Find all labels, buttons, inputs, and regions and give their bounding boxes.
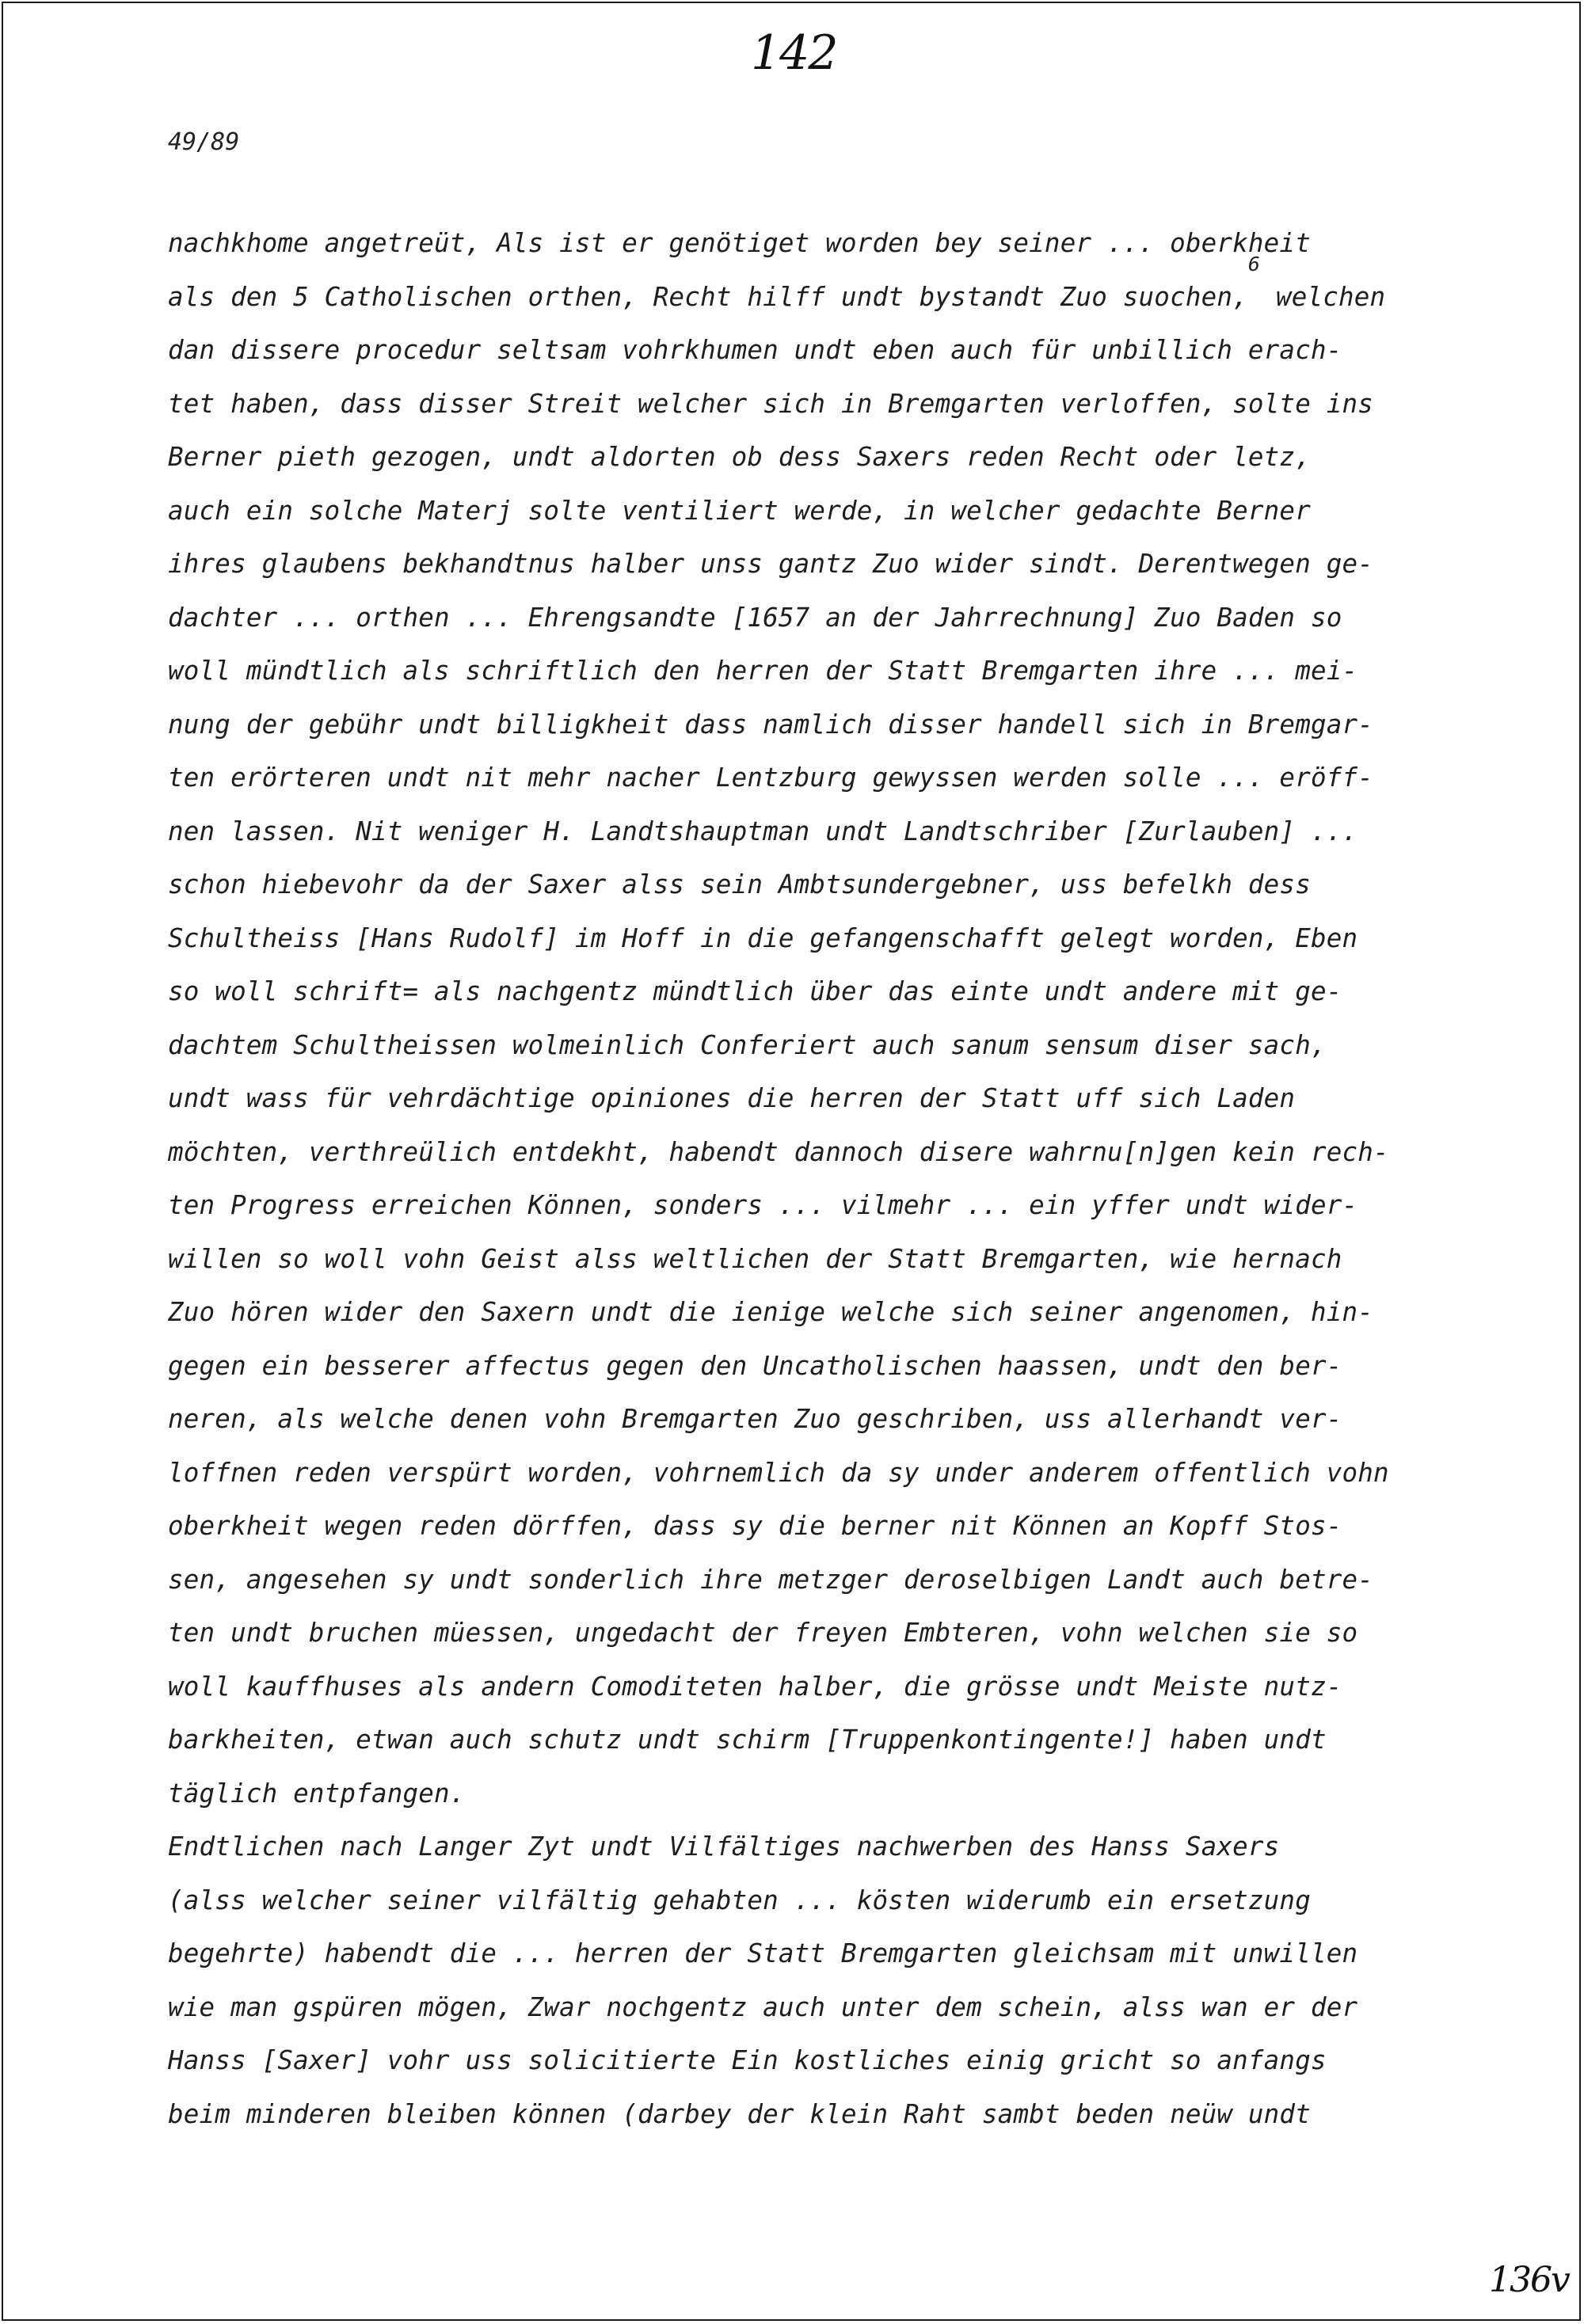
text-line: schon hiebevohr da der Saxer alss sein Ambtsundergebner, uss befelkh dess [168,869,1311,900]
text-line: Hanss [Saxer] vohr uss solicitierte Ein kostliches einig gricht so anfangs [168,2045,1327,2075]
text-line: dan dissere procedur seltsam vohrkhumen undt eben auch für unbillich erach- [168,335,1342,365]
text-line: begehrte) habendt die ... herren der Statt Bremgarten gleichsam mit unwillen [168,1938,1358,1968]
text-line: auch ein solche Materj solte ventiliert werde, in welcher gedachte Berner [168,495,1311,526]
text-line: nachkhome angetreüt, Als ist er genötiget worden bey seiner ... oberkheit [168,228,1311,258]
text-line [168,252,1483,325]
text-line: so woll schrift= als nachgentz mündtlich über das einte undt andere mit ge- [168,976,1342,1006]
footnote-marker: 6 [1247,252,1261,276]
text-line: Schultheiss [Hans Rudolf] im Hoff in die gefangenschafft gelegt worden, Eben [168,922,1358,953]
handwritten-folio-mark: 136v [1489,2260,1569,2300]
text-line: woll kauffhuses als andern Comoditeten halber, die grösse undt Meiste nutz- [168,1671,1342,1702]
text-line: barkheiten, etwan auch schutz undt schirm [Truppenkontingente!] haben undt [168,1725,1327,1755]
text-line: wie man gspüren mögen, Zwar nochgentz auch unter dem schein, alss wan er der [168,1991,1358,2022]
text-line: neren, als welche denen vohn Bremgarten Zuo geschriben, uss allerhandt ver- [168,1404,1342,1434]
text-line: undt wass für vehrdächtige opiniones die herren der Statt uff sich Laden [168,1083,1296,1113]
text-line: (alss welcher seiner vilfältig gehabten ... kösten widerumb ein ersetzung [168,1885,1311,1915]
text-line: ihres glaubens bekhandtnus halber unss gantz Zuo wider sindt. Derentwegen ge- [168,549,1374,579]
text-line: ten Progress erreichen Können, sonders ... vilmehr ... ein yffer undt wider- [168,1190,1358,1220]
text-line: Berner pieth gezogen, undt aldorten ob dess Saxers reden Recht oder letz, [168,442,1311,472]
text-line: möchten, verthreülich entdekht, habendt dannoch disere wahrnu[n]gen kein rech- [168,1136,1389,1167]
text-line: woll mündtlich als schriftlich den herren der Statt Bremgarten ihre ... mei- [168,656,1358,686]
text-line: nung der gebühr undt billigkheit dass namlich disser handell sich in Bremgar- [168,709,1374,740]
text-line: beim minderen bleiben können (darbey der klein Raht sambt beden neüw undt [168,2098,1311,2129]
document-reference: 49/89 [168,128,240,156]
transcription-body [168,217,1483,2141]
text-line: dachter ... orthen ... Ehrengsandte [1657 an der Jahrrechnung] Zuo Baden so [168,602,1342,633]
text-line: Zuo hören wider den Saxern undt die ienige welche sich seiner angenomen, hin- [168,1297,1374,1327]
text-line: willen so woll vohn Geist alss weltlichen der Statt Bremgarten, wie hernach [168,1243,1342,1274]
text-line: oberkheit wegen reden dörffen, dass sy die berner nit Können an Kopff Stos- [168,1511,1342,1541]
text-line: nen lassen. Nit weniger H. Landtshauptman undt Landtschriber [Zurlauben] ... [168,816,1358,846]
text-line: tet haben, dass disser Streit welcher sich in Bremgarten verloffen, solte ins [168,388,1374,419]
text-line-segment: welchen [1260,281,1386,312]
text-line: täglich entpfangen. [168,1778,466,1809]
text-line: sen, angesehen sy undt sonderlich ihre metzger deroselbigen Landt auch betre- [168,1564,1374,1595]
handwritten-page-number: 142 [751,25,837,81]
text-line: loffnen reden verspürt worden, vohrnemlich da sy under anderem offentlich vohn [168,1457,1389,1488]
text-line: ten erörteren undt nit mehr nacher Lentzburg gewyssen werden solle ... eröff- [168,763,1374,793]
text-line: ten undt bruchen müessen, ungedacht der freyen Embteren, vohn welchen sie so [168,1618,1358,1648]
text-line: Endtlichen nach Langer Zyt undt Vilfältiges nachwerben des Hanss Saxers [168,1831,1280,1862]
text-line: dachtem Schultheissen wolmeinlich Conferiert auch sanum sensum diser sach, [168,1029,1327,1060]
text-line-segment: als den 5 Catholischen orthen, Recht hilff undt bystandt Zuo suochen, [168,281,1248,312]
text-line: gegen ein besserer affectus gegen den Uncatholischen haassen, undt den ber- [168,1350,1342,1381]
